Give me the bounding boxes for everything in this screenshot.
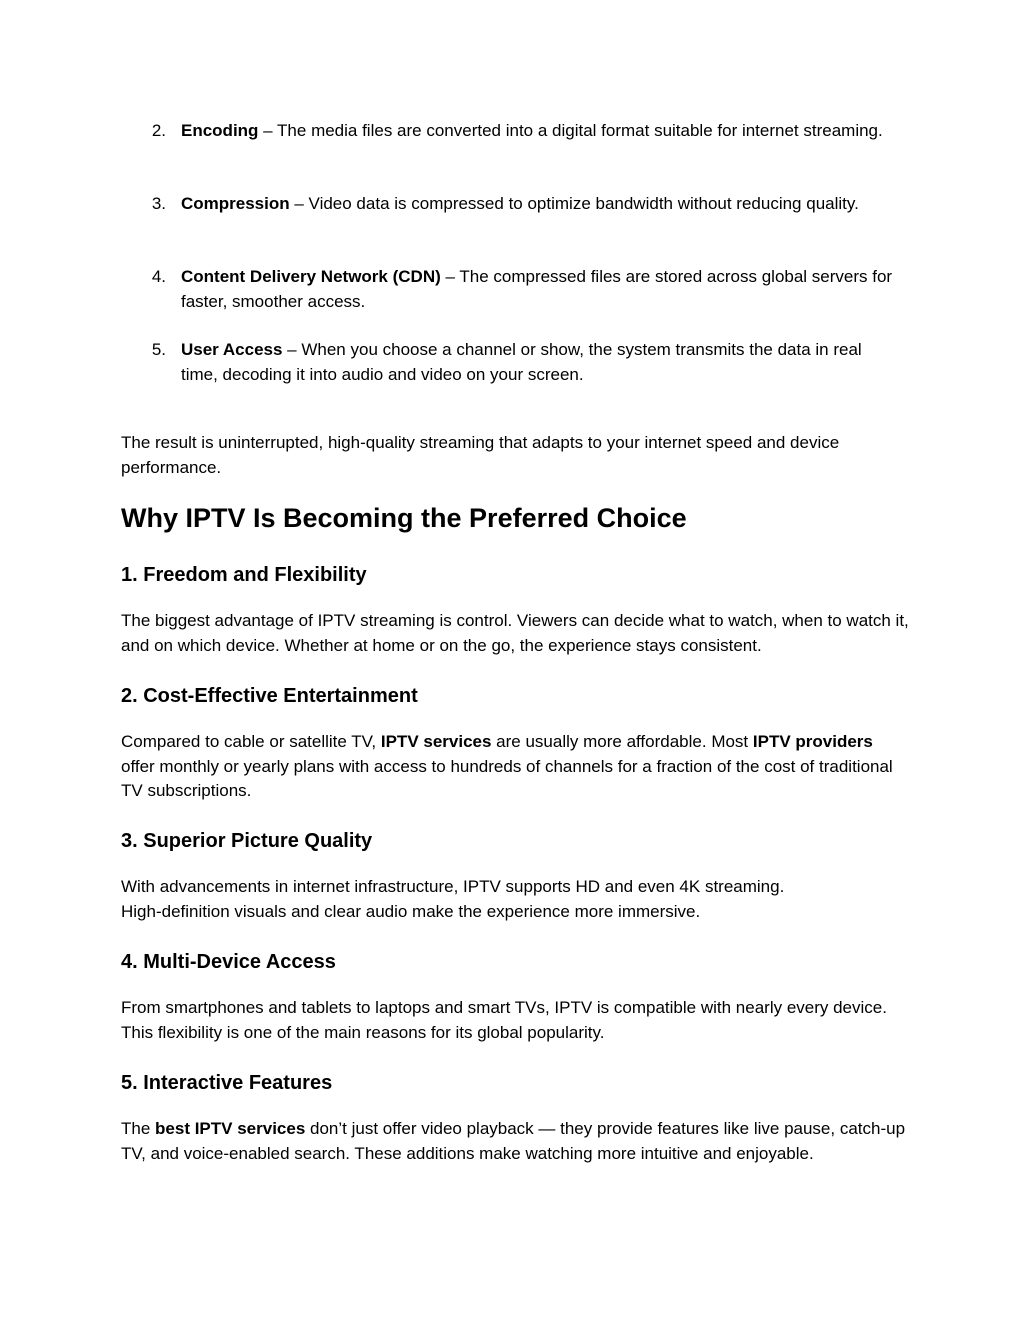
paragraph-line: High-definition visuals and clear audio make the experience more immersive. (121, 901, 701, 921)
text-span: are usually more affordable. Most (491, 732, 753, 751)
paragraph-multi-device: From smartphones and tablets to laptops and smart TVs, IPTV is compatible with nearly every device. This flexibility is one of the main reasons for its global popularity. (121, 998, 887, 1042)
list-item (181, 192, 901, 217)
list-desc: – The compressed files are stored across global servers for faster, smoother access. (181, 267, 893, 311)
list-desc: – The media files are converted into a digital format suitable for internet streaming. (258, 121, 883, 140)
paragraph-freedom: The biggest advantage of IPTV streaming is control. Viewers can decide what to watch, when to watch it, and on which device. Whether at home or on the go, the experience stays consistent. (121, 611, 909, 655)
list-desc: – When you choose a channel or show, the system transmits the data in real time, decoding it into audio and video on your screen. (181, 340, 862, 384)
list-term: Compression (181, 194, 290, 213)
list-desc: – Video data is compressed to optimize bandwidth without reducing quality. (289, 194, 859, 213)
list-term: Encoding (181, 121, 259, 140)
subheading-picture-quality: 3. Superior Picture Quality (121, 830, 373, 852)
list-item (181, 338, 901, 387)
text-span: Compared to cable or satellite TV, (121, 732, 381, 751)
subheading-interactive: 5. Interactive Features (121, 1072, 333, 1094)
list-term: User Access (181, 340, 283, 359)
list-item (181, 119, 901, 144)
list-number: 3. (151, 194, 166, 213)
result-paragraph: The result is uninterrupted, high-quality streaming that adapts to your internet speed and device performance. (121, 433, 840, 477)
paragraph-cost (121, 730, 911, 804)
list-number: 4. (151, 267, 166, 286)
bold-term: IPTV providers (752, 732, 873, 751)
paragraph-picture-quality (121, 875, 911, 924)
text-span: don’t just offer video playback — they provide features like live pause, catch-up TV, and voice-enabled search. These additions make watching more intuitive and enjoyable. (121, 1119, 906, 1163)
subheading-freedom: 1. Freedom and Flexibility (121, 564, 367, 586)
list-item (181, 265, 901, 314)
paragraph-line: With advancements in internet infrastructure, IPTV supports HD and even 4K streaming. (121, 877, 785, 896)
text-span: The (121, 1119, 156, 1138)
list-number: 2. (151, 121, 166, 140)
subheading-multi-device: 4. Multi-Device Access (121, 951, 336, 973)
section-title: Why IPTV Is Becoming the Preferred Choice (121, 503, 687, 533)
bold-term: IPTV services (380, 732, 492, 751)
text-span: offer monthly or yearly plans with access to hundreds of channels for a fraction of the cost of traditional TV subscriptions. (121, 756, 893, 800)
paragraph-interactive (121, 1117, 911, 1166)
list-number: 5. (151, 340, 166, 359)
bold-term: best IPTV services (155, 1119, 306, 1138)
list-term: Content Delivery Network (CDN) (181, 267, 441, 286)
subheading-cost: 2. Cost-Effective Entertainment (121, 685, 418, 707)
